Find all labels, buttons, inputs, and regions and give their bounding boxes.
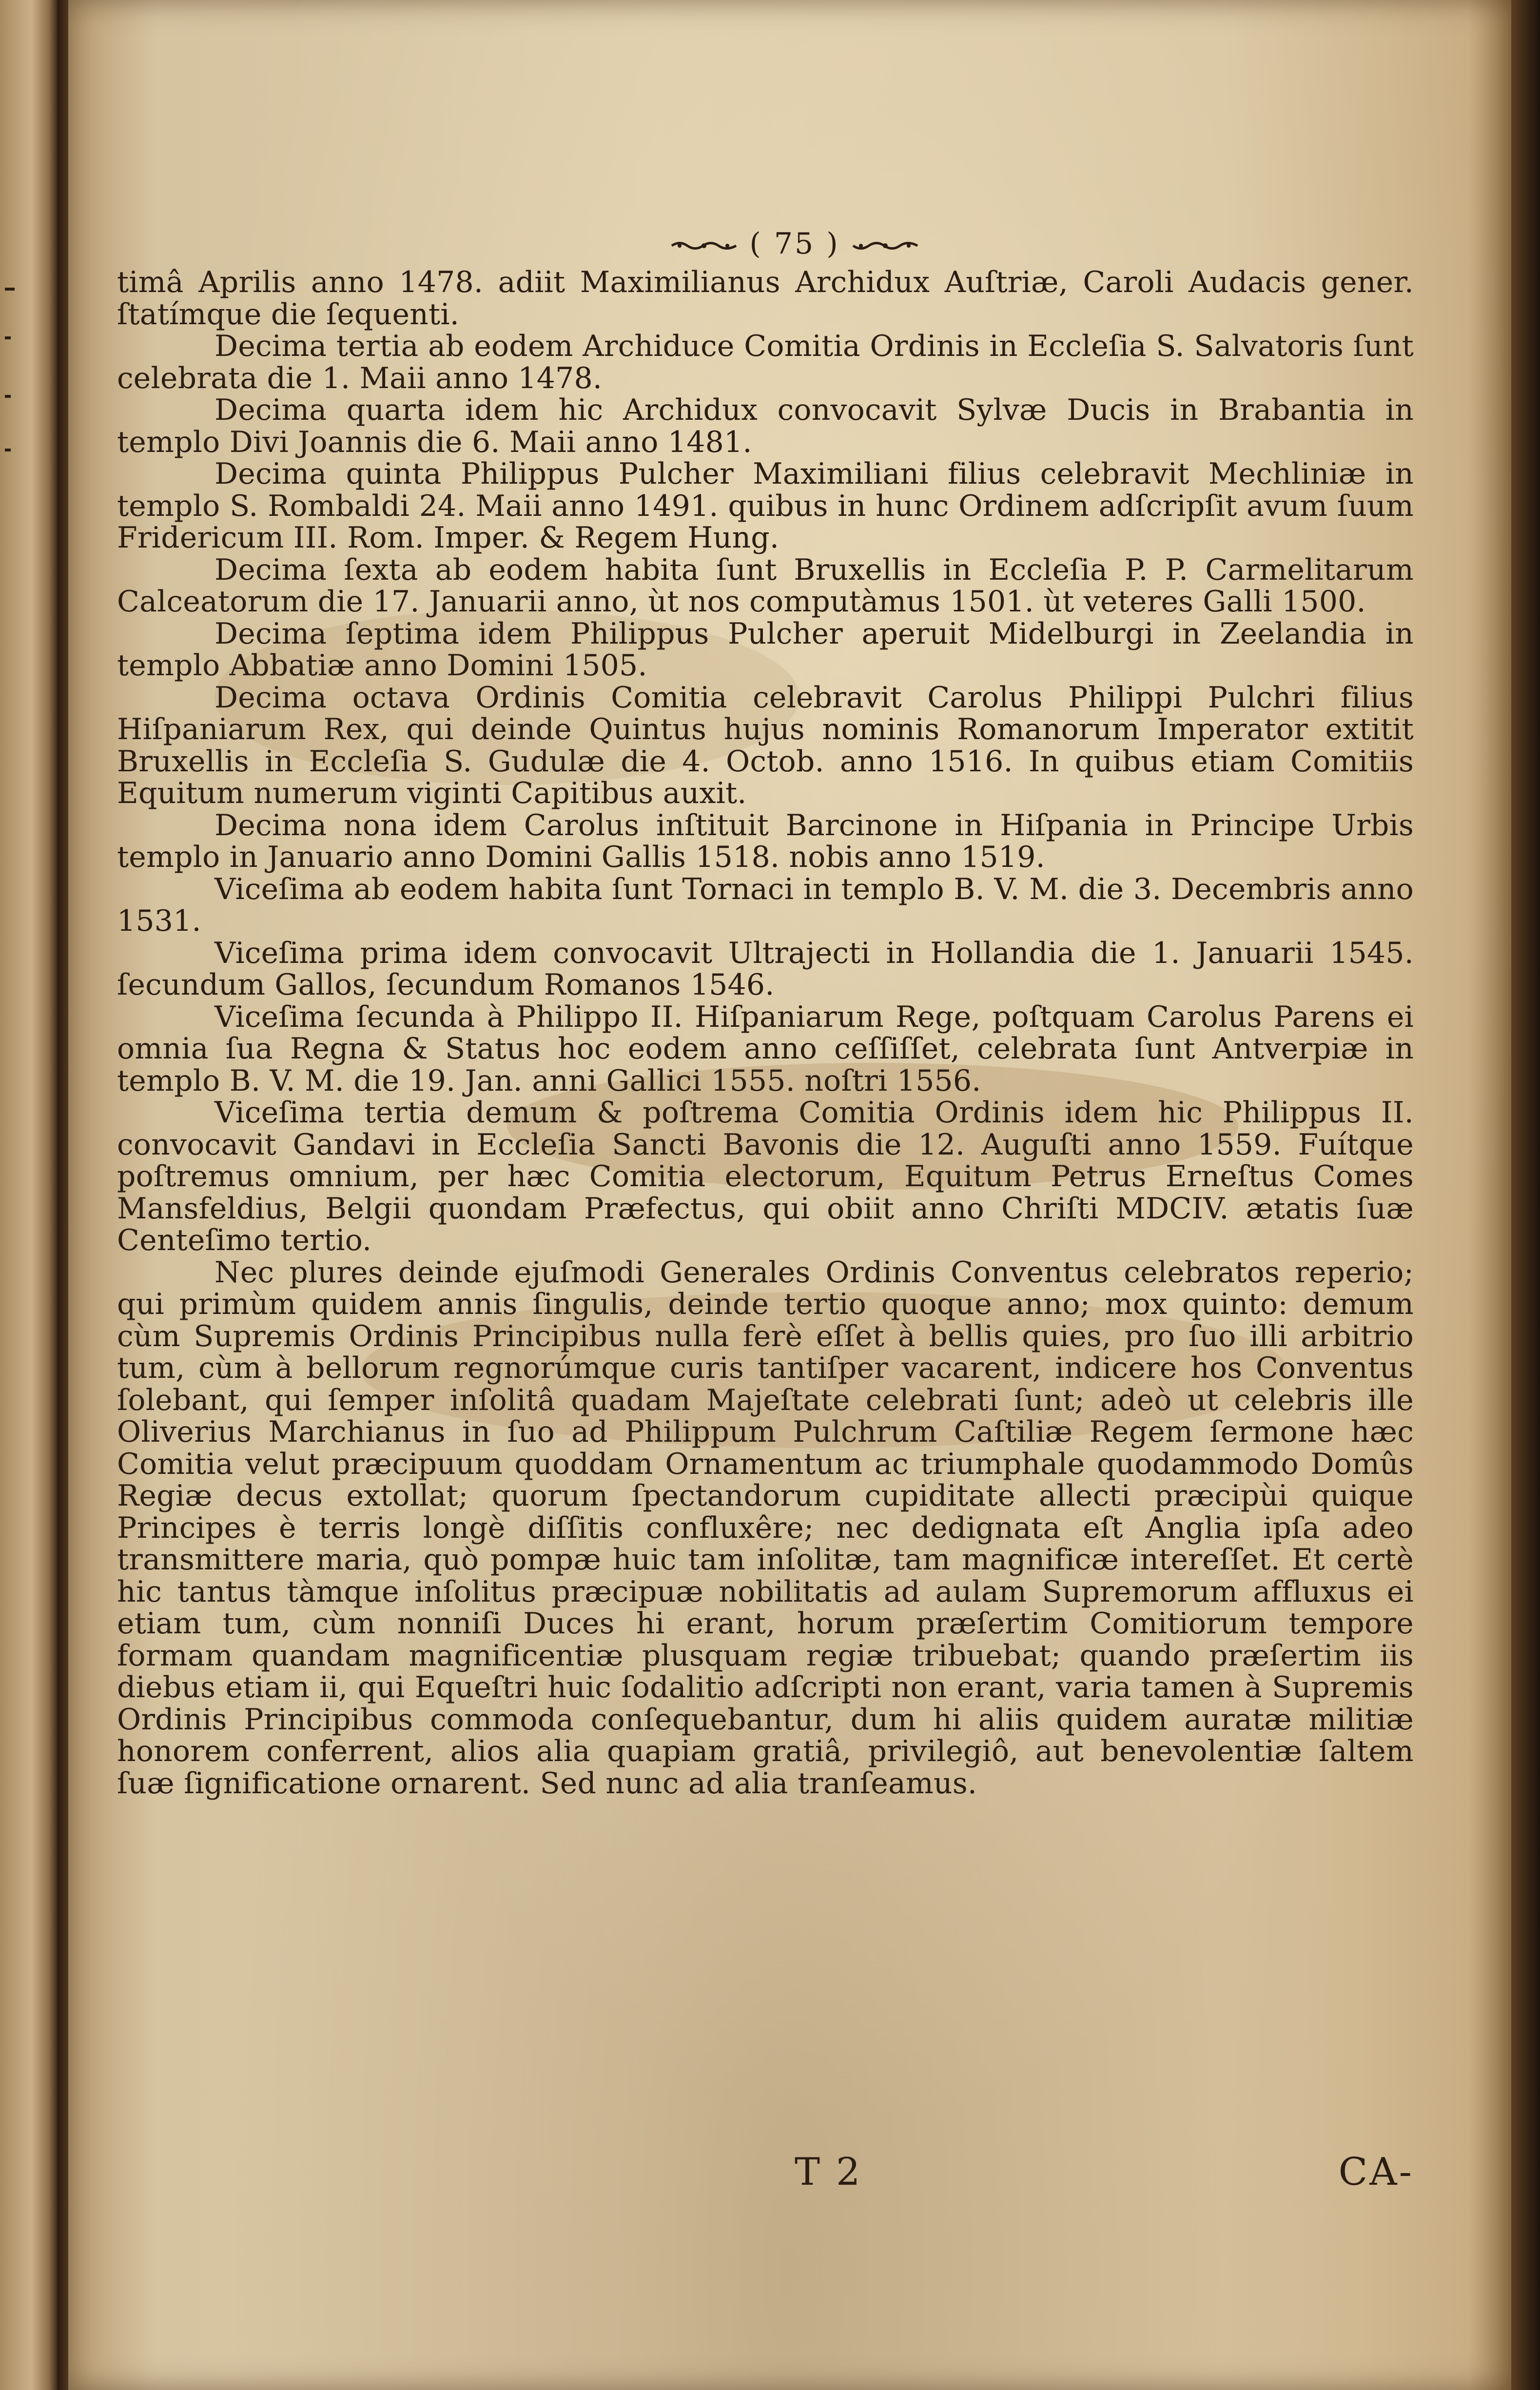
paragraph: Decima nona idem Carolus inſtituit Barcinone in Hiſpania in Principe Urbis templo in Januario anno Domini Gallis 1518. nobis anno 1519. — [117, 808, 1414, 874]
paragraph: Decima quarta idem hic Archidux convocavit Sylvæ Ducis in Brabantia in templo Divi Joannis die 6. Maii anno 1481. — [117, 393, 1414, 459]
left-page-ink-mark — [5, 395, 11, 398]
paragraph: Decima octava Ordinis Comitia celebravit Carolus Philippi Pulchri filius Hiſpaniarum Rex, qui deinde Quintus hujus nominis Romanorum Imperator extitit Bruxellis in Eccleſia S. Gudulæ die 4. Octob. anno 1516. In quibus etiam Comitiis Equitum numerum viginti Capitibus auxit. — [117, 680, 1414, 810]
paragraph: Nec plures deinde ejuſmodi Generales Ordinis Conventus celebratos reperio; qui primùm quidem annis ſingulis, deinde tertio quoque anno; mox quinto: demum cùm Supremis Ordinis Principibus nulla ferè eſſet à bellis quies, pro ſuo illi arbitrio tum, cùm à bellorum regnorúmque curis tantiſper vacarent, indicere hos Conventus ſolebant, qui ſemper inſolitâ quadam Majeſtate celebrati ſunt; adeò ut celebris ille Oliverius Marchianus in ſuo ad Philippum Pulchrum Caſtiliæ Regem ſermone hæc Comitia velut præcipuum quoddam Ornamentum ac triumphale quodammodo Domûs Regiæ decus extollat; quorum ſpectandorum cupiditate allecti præcipùi quique Principes è terris longè diſſitis confluxêre; nec dedignata eſt Anglia ipſa adeo transmittere maria, quò pompæ huic tam inſolitæ, tam magnificæ intereſſet. Et certè hic tantus tàmque inſolitus præcipuæ nobilitatis ad aulam Supremorum affluxus ei etiam tum, cùm nonniſi Duces hi erant, horum præſertim Comitiorum tempore formam quandam magnificentiæ plusquam regiæ tribuebat; quando præſertim iis diebus etiam ii, qui Equeſtri huic ſodalitio adſcripti non erant, varia tamen à Supremis Ordinis Principibus commoda conſequebantur, dum hi aliis quidem auratæ militiæ honorem conferrent, alios alia quapiam gratiâ, privilegiô, aut benevolentiæ ſaltem ſuæ ſignificatione ornarent. Sed nunc ad alia tranſeamus. — [117, 1255, 1414, 1801]
left-page-ink-mark — [5, 336, 11, 339]
paragraph: timâ Aprilis anno 1478. adiit Maximilianus Archidux Auſtriæ, Caroli Audacis gener. ſtatímque die ſequenti. — [117, 265, 1414, 332]
page-number: ( 75 ) — [749, 227, 840, 261]
paragraph: Decima quinta Philippus Pulcher Maximiliani filius celebravit Mechliniæ in templo S. Rombaldi 24. Maii anno 1491. quibus in hunc Ordinem adſcripſit avum ſuum Fridericum III. Rom. Imper. & Regem Hung. — [117, 457, 1414, 555]
paragraph: Decima ſeptima idem Philippus Pulcher aperuit Midelburgi in Zeelandia in templo Abbatiæ anno Domini 1505. — [117, 616, 1414, 683]
paragraph: Viceſima ab eodem habita ſunt Tornaci in templo B. V. M. die 3. Decembris anno 1531. — [117, 872, 1414, 938]
left-page-ink-mark — [5, 449, 11, 451]
book-page — [68, 0, 1511, 2390]
page-content — [117, 227, 1414, 1800]
paragraph: Viceſima ſecunda à Philippo II. Hiſpaniarum Rege, poſtquam Carolus Parens ei omnia ſua Regna & Status hoc eodem anno ceſſiſſet, celebrata ſunt Antverpiæ in templo B. V. M. die 19. Jan. anni Gallici 1555. noſtri 1556. — [117, 999, 1414, 1098]
left-ornament-icon — [670, 239, 738, 252]
page-right-shadow — [1511, 0, 1540, 2390]
catchword: CA- — [1338, 2150, 1414, 2194]
paragraph: Decima ſexta ab eodem habita ſunt Bruxellis in Eccleſia P. P. Carmelitarum Calceatorum die 17. Januarii anno, ùt nos computàmus 1501. ùt veteres Galli 1500. — [117, 552, 1414, 619]
left-page-ink-mark — [5, 288, 15, 291]
page-footer — [117, 2150, 1414, 2199]
body-text — [117, 267, 1414, 1800]
paragraph: Viceſima tertia demum & poſtrema Comitia Ordinis idem hic Philippus II. convocavit Gandavi in Eccleſia Sancti Bavonis die 12. Auguſti anno 1559. Fuítque poſtremus omnium, per hæc Comitia electorum, Equitum Petrus Erneſtus Comes Mansfeldius, Belgii quondam Præfectus, qui obiit anno Chriſti MDCIV. ætatis ſuæ Centeſimo tertio. — [117, 1096, 1414, 1257]
signature-mark: T 2 — [795, 2150, 862, 2194]
paragraph: Viceſima prima idem convocavit Ultrajecti in Hollandia die 1. Januarii 1545. ſecundum Gallos, ſecundum Romanos 1546. — [117, 936, 1414, 1002]
paragraph: Decima tertia ab eodem Archiduce Comitia Ordinis in Eccleſia S. Salvatoris ſunt celebrata die 1. Maii anno 1478. — [117, 329, 1414, 395]
right-ornament-icon — [851, 239, 919, 252]
previous-page-edge — [0, 0, 58, 2390]
running-head — [117, 227, 1414, 261]
